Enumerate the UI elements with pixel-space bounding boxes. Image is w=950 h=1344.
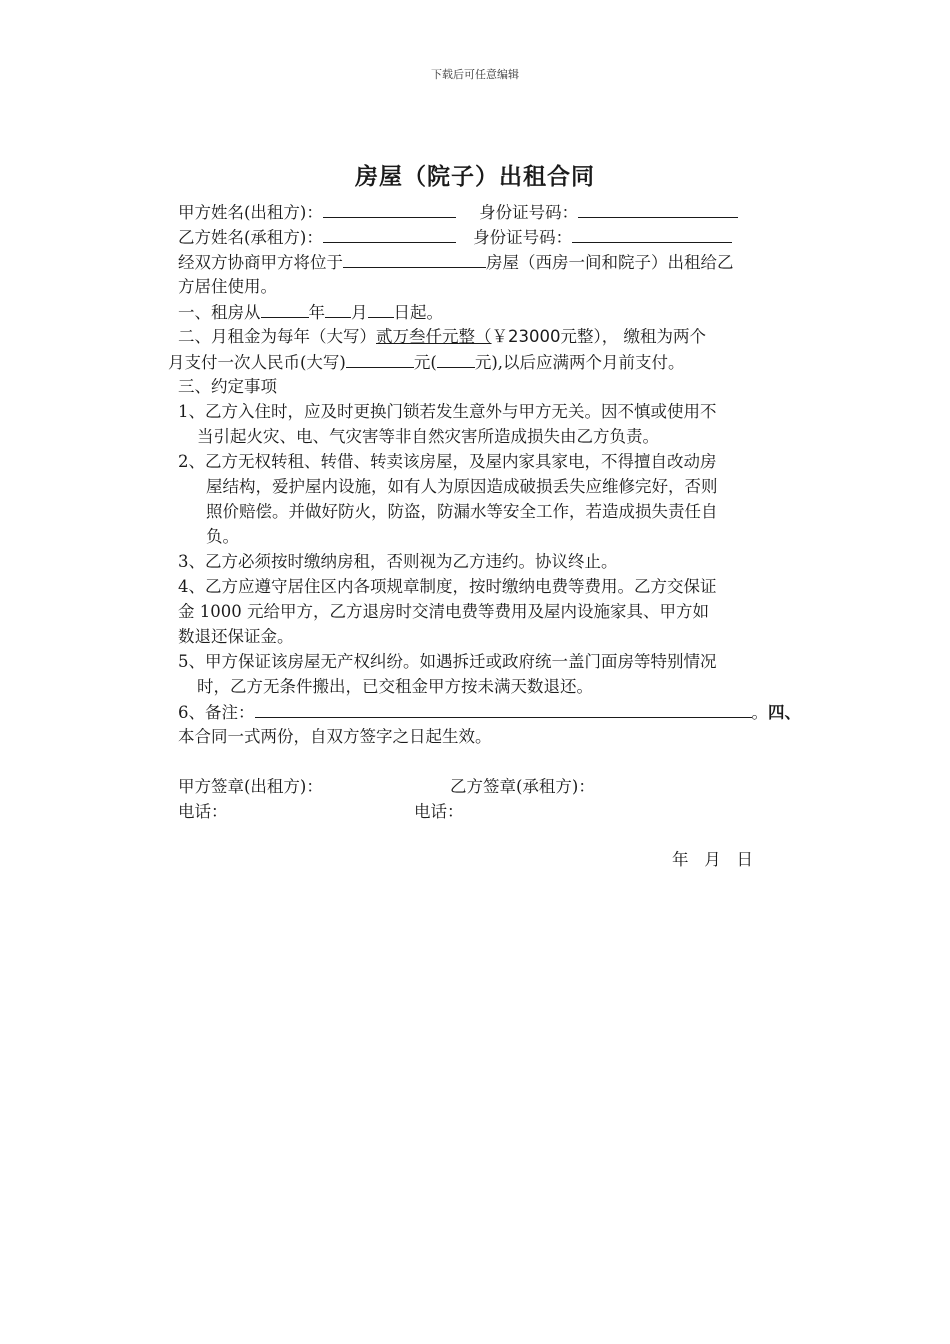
document-title: 房屋（院子）出租合同 [355, 164, 595, 190]
intro-line-2: 方居住使用。 [178, 277, 277, 296]
party-b-name-blank [323, 224, 456, 243]
header-note: 下载后可任意编辑 [431, 68, 519, 81]
remarks-blank [255, 699, 752, 718]
signature-date: 年 月 日 [672, 850, 753, 869]
party-a-signature-label: 甲方签章(出租方)： [178, 777, 323, 796]
item-4-line-2: 金 1000 元给甲方，乙方退房时交清电费等费用及屋内设施家具、甲方如 [178, 602, 709, 621]
party-b-signature-label: 乙方签章(承租方)： [450, 777, 595, 796]
s2-line2-b: 元( [413, 353, 437, 372]
item-2-line-2: 屋结构，爱护屋内设施，如有人为原因造成破损丢失应维修完好，否则 [206, 477, 718, 496]
s1-year: 年 [308, 303, 325, 322]
intro-part1: 经双方协商甲方将位于 [178, 253, 343, 272]
s2-line2-a: 月支付一次人民币(大写) [168, 353, 346, 372]
section-3-heading: 三、约定事项 [178, 377, 277, 396]
item-3-line-1: 3、乙方必须按时缴纳房租，否则视为乙方违约。协议终止。 [178, 552, 618, 571]
s1-prefix: 一、租房从 [178, 303, 261, 322]
s2-amount-num: ￥23000 [491, 327, 561, 346]
party-b-row [178, 224, 732, 250]
section-4-label: 四、 [768, 703, 801, 722]
item-6-end: 。 [751, 703, 768, 722]
item-6-line-1 [178, 699, 801, 725]
s1-day-blank [368, 299, 394, 318]
party-b-id-label: 身份证号码： [473, 228, 573, 247]
intro-line-1 [178, 249, 734, 275]
item-1-line-1: 1、乙方入住时，应及时更换门锁若发生意外与甲方无关。因不慎或使用不 [178, 402, 717, 421]
s1-month: 月 [351, 303, 368, 322]
party-a-phone-label: 电话： [178, 802, 228, 821]
item-4-line-3: 数退还保证金。 [178, 627, 294, 646]
s2-part1: 二、月租金为每年（大写） [178, 327, 376, 346]
party-a-id-blank [578, 199, 738, 218]
s2-part2: 元整）， 缴租为两个 [560, 327, 706, 346]
item-5-line-2: 时，乙方无条件搬出，已交租金甲方按未满天数退还。 [197, 677, 593, 696]
s2-monthly-upper-blank [346, 349, 414, 368]
party-b-name-label: 乙方姓名(承租方)： [178, 228, 323, 247]
location-blank [343, 249, 486, 268]
party-b-id-blank [572, 224, 732, 243]
s1-suffix: 日起。 [393, 303, 443, 322]
item-5-line-1: 5、甲方保证该房屋无产权纠纷。如遇拆迁或政府统一盖门面房等特别情况 [178, 652, 717, 671]
s2-monthly-num-blank [437, 349, 475, 368]
section-1 [178, 299, 443, 325]
party-b-phone-label: 电话： [414, 802, 464, 821]
section-4-text: 本合同一式两份，自双方签字之日起生效。 [178, 727, 492, 746]
party-a-name-label: 甲方姓名(出租方)： [178, 203, 323, 222]
item-2-line-1: 2、乙方无权转租、转借、转卖该房屋，及屋内家具家电，不得擅自改动房 [178, 452, 717, 471]
section-2-line-1 [178, 324, 706, 349]
s2-amount-text: 贰万叁仟元整（ [376, 327, 492, 346]
item-4-line-1: 4、乙方应遵守居住区内各项规章制度，按时缴纳电费等费用。乙方交保证 [178, 577, 717, 596]
party-a-name-blank [323, 199, 456, 218]
item-6-label: 6、备注： [178, 703, 255, 722]
s2-line2-c: 元),以后应满两个月前支付。 [474, 353, 685, 372]
s1-month-blank [325, 299, 351, 318]
item-1-line-2: 当引起火灾、电、气灾害等非自然灾害所造成损失由乙方负责。 [197, 427, 659, 446]
party-a-id-label: 身份证号码： [479, 203, 579, 222]
item-2-line-3: 照价赔偿。并做好防火，防盗，防漏水等安全工作，若造成损失责任自 [206, 502, 718, 521]
intro-part2: 房屋（西房一间和院子）出租给乙 [486, 253, 734, 272]
section-2-line-2 [168, 349, 685, 375]
party-a-row [178, 199, 738, 225]
item-2-line-4: 负。 [206, 527, 239, 546]
s1-year-blank [261, 299, 309, 318]
